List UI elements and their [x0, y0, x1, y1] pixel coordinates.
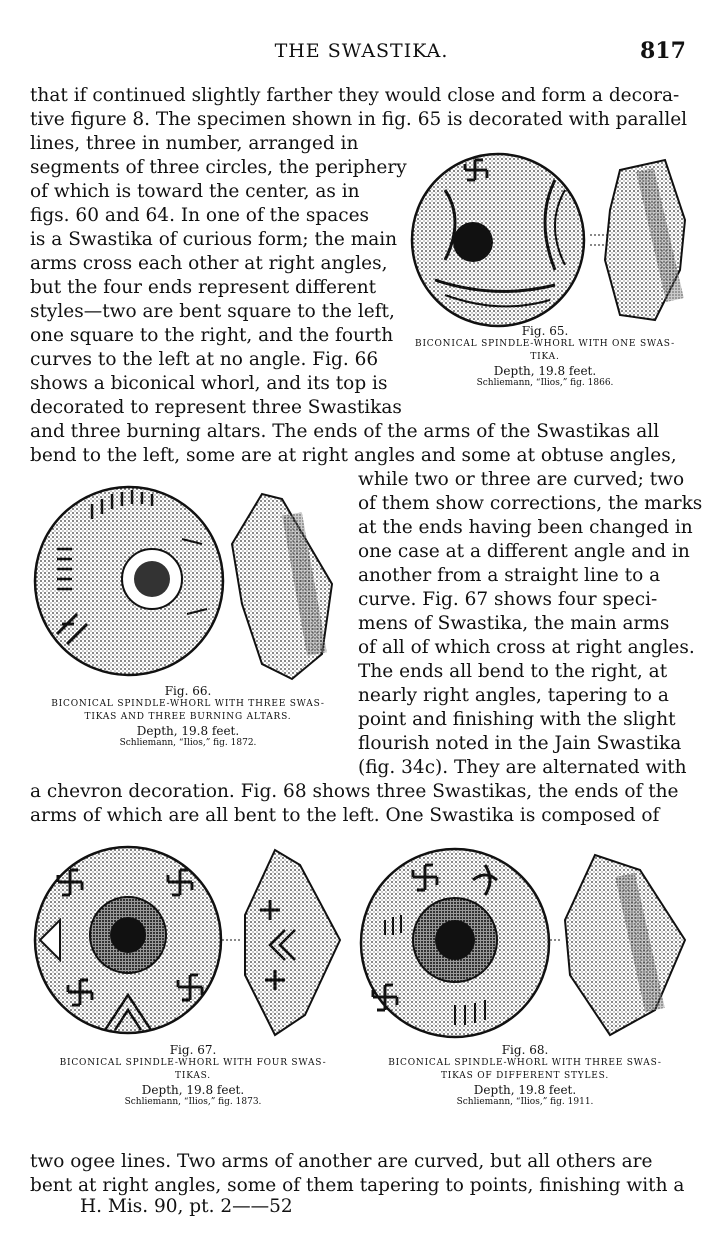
fig67-title-1: BICONICAL SPINDLE-WHORL WITH FOUR SWAS- [59, 1058, 327, 1068]
body-text-line: bend to the left, some are at right angles and some at obtuse angles, [30, 445, 677, 466]
fig67-depth: Depth, 19.8 feet. [141, 1083, 245, 1097]
body-text-line: arms of which are all bent to the left. One Swastika is composed of [30, 805, 660, 826]
fig66-caption [28, 684, 348, 748]
fig67-caption [28, 1043, 358, 1107]
body-text-line: shows a biconical whorl, and its top is [30, 373, 388, 394]
body-text-line: while two or three are curved; two [358, 469, 685, 490]
body-text-line: of all of which cross at right angles. [358, 637, 695, 658]
body-text-line: arms cross each other at right angles, [30, 253, 388, 274]
fig65-illustration [405, 150, 690, 330]
body-text-line: of them show corrections, the marks [358, 493, 703, 514]
body-text-line: a chevron decoration. Fig. 68 shows three Swastikas, the ends of the [30, 781, 679, 802]
printer-signature: H. Mis. 90, pt. 2——52 [80, 1196, 293, 1217]
body-text-line: styles—two are bent square to the left, [30, 301, 395, 322]
fig68-caption [360, 1043, 690, 1107]
body-text-line: segments of three circles, the periphery [30, 157, 407, 178]
body-text-line: at the ends having been changed in [358, 517, 693, 538]
body-text-line: one case at a different angle and in [358, 541, 690, 562]
fig68-title-2: TIKAS OF DIFFERENT STYLES. [440, 1071, 609, 1081]
fig65-depth: Depth, 19.8 feet. [493, 364, 597, 378]
fig67-title-2: TIKAS. [175, 1071, 211, 1081]
fig65-number: Fig. 65. [521, 324, 569, 338]
fig65-source: Schliemann, “Ilios,” fig. 1866. [476, 378, 614, 388]
fig66-title-2: TIKAS AND THREE BURNING ALTARS. [84, 712, 292, 722]
fig68-source: Schliemann, “Ilios,” fig. 1911. [456, 1097, 594, 1107]
fig67-illustration [30, 845, 350, 1040]
fig65-title-1: BICONICAL SPINDLE-WHORL WITH ONE SWAS- [415, 339, 675, 349]
body-text-line: curves to the left at no angle. Fig. 66 [30, 349, 379, 370]
fig66-illustration [32, 484, 352, 684]
body-text-line: mens of Swastika, the main arms [358, 613, 670, 634]
fig66-title-1: BICONICAL SPINDLE-WHORL WITH THREE SWAS- [51, 699, 325, 709]
body-text-line: lines, three in number, arranged in [30, 133, 359, 154]
fig68-illustration [355, 845, 690, 1040]
body-text-line: The ends all bend to the right, at [358, 661, 668, 682]
page-number: 817 [640, 38, 686, 64]
body-text-line: is a Swastika of curious form; the main [30, 229, 398, 250]
body-text-line: of which is toward the center, as in [30, 181, 360, 202]
body-text-line: curve. Fig. 67 shows four speci- [358, 589, 658, 610]
body-text-line: and three burning altars. The ends of the arms of the Swastikas all [30, 421, 660, 442]
running-header: THE SWASTIKA. [274, 40, 449, 62]
body-text-line: bent at right angles, some of them tapering to points, finishing with a [30, 1175, 685, 1196]
body-text-line: another from a straight line to a [358, 565, 661, 586]
body-text-line: nearly right angles, tapering to a [358, 685, 669, 706]
body-text-line: that if continued slightly farther they would close and form a decora- [30, 85, 680, 106]
fig66-depth: Depth, 19.8 feet. [136, 724, 240, 738]
body-text-line: point and finishing with the slight [358, 709, 676, 730]
fig65-caption [400, 324, 690, 388]
fig68-number: Fig. 68. [501, 1043, 549, 1057]
fig68-depth: Depth, 19.8 feet. [473, 1083, 577, 1097]
body-text-line: two ogee lines. Two arms of another are curved, but all others are [30, 1151, 653, 1172]
body-text-line: (fig. 34c). They are alternated with [358, 757, 687, 778]
fig66-number: Fig. 66. [164, 684, 212, 698]
fig67-number: Fig. 67. [169, 1043, 217, 1057]
body-text-line: figs. 60 and 64. In one of the spaces [30, 205, 370, 226]
body-text-line: flourish noted in the Jain Swastika [358, 733, 682, 754]
body-text-line: one square to the right, and the fourth [30, 325, 394, 346]
fig68-title-1: BICONICAL SPINDLE-WHORL WITH THREE SWAS- [388, 1058, 662, 1068]
body-text-line: but the four ends represent different [30, 277, 377, 298]
fig67-source: Schliemann, “Ilios,” fig. 1873. [124, 1097, 262, 1107]
body-text-line: decorated to represent three Swastikas [30, 397, 402, 418]
body-text-line: tive figure 8. The specimen shown in fig. 65 is decorated with parallel [30, 109, 688, 130]
fig66-source: Schliemann, “Ilios,” fig. 1872. [119, 738, 257, 748]
fig65-title-2: TIKA. [530, 352, 560, 362]
